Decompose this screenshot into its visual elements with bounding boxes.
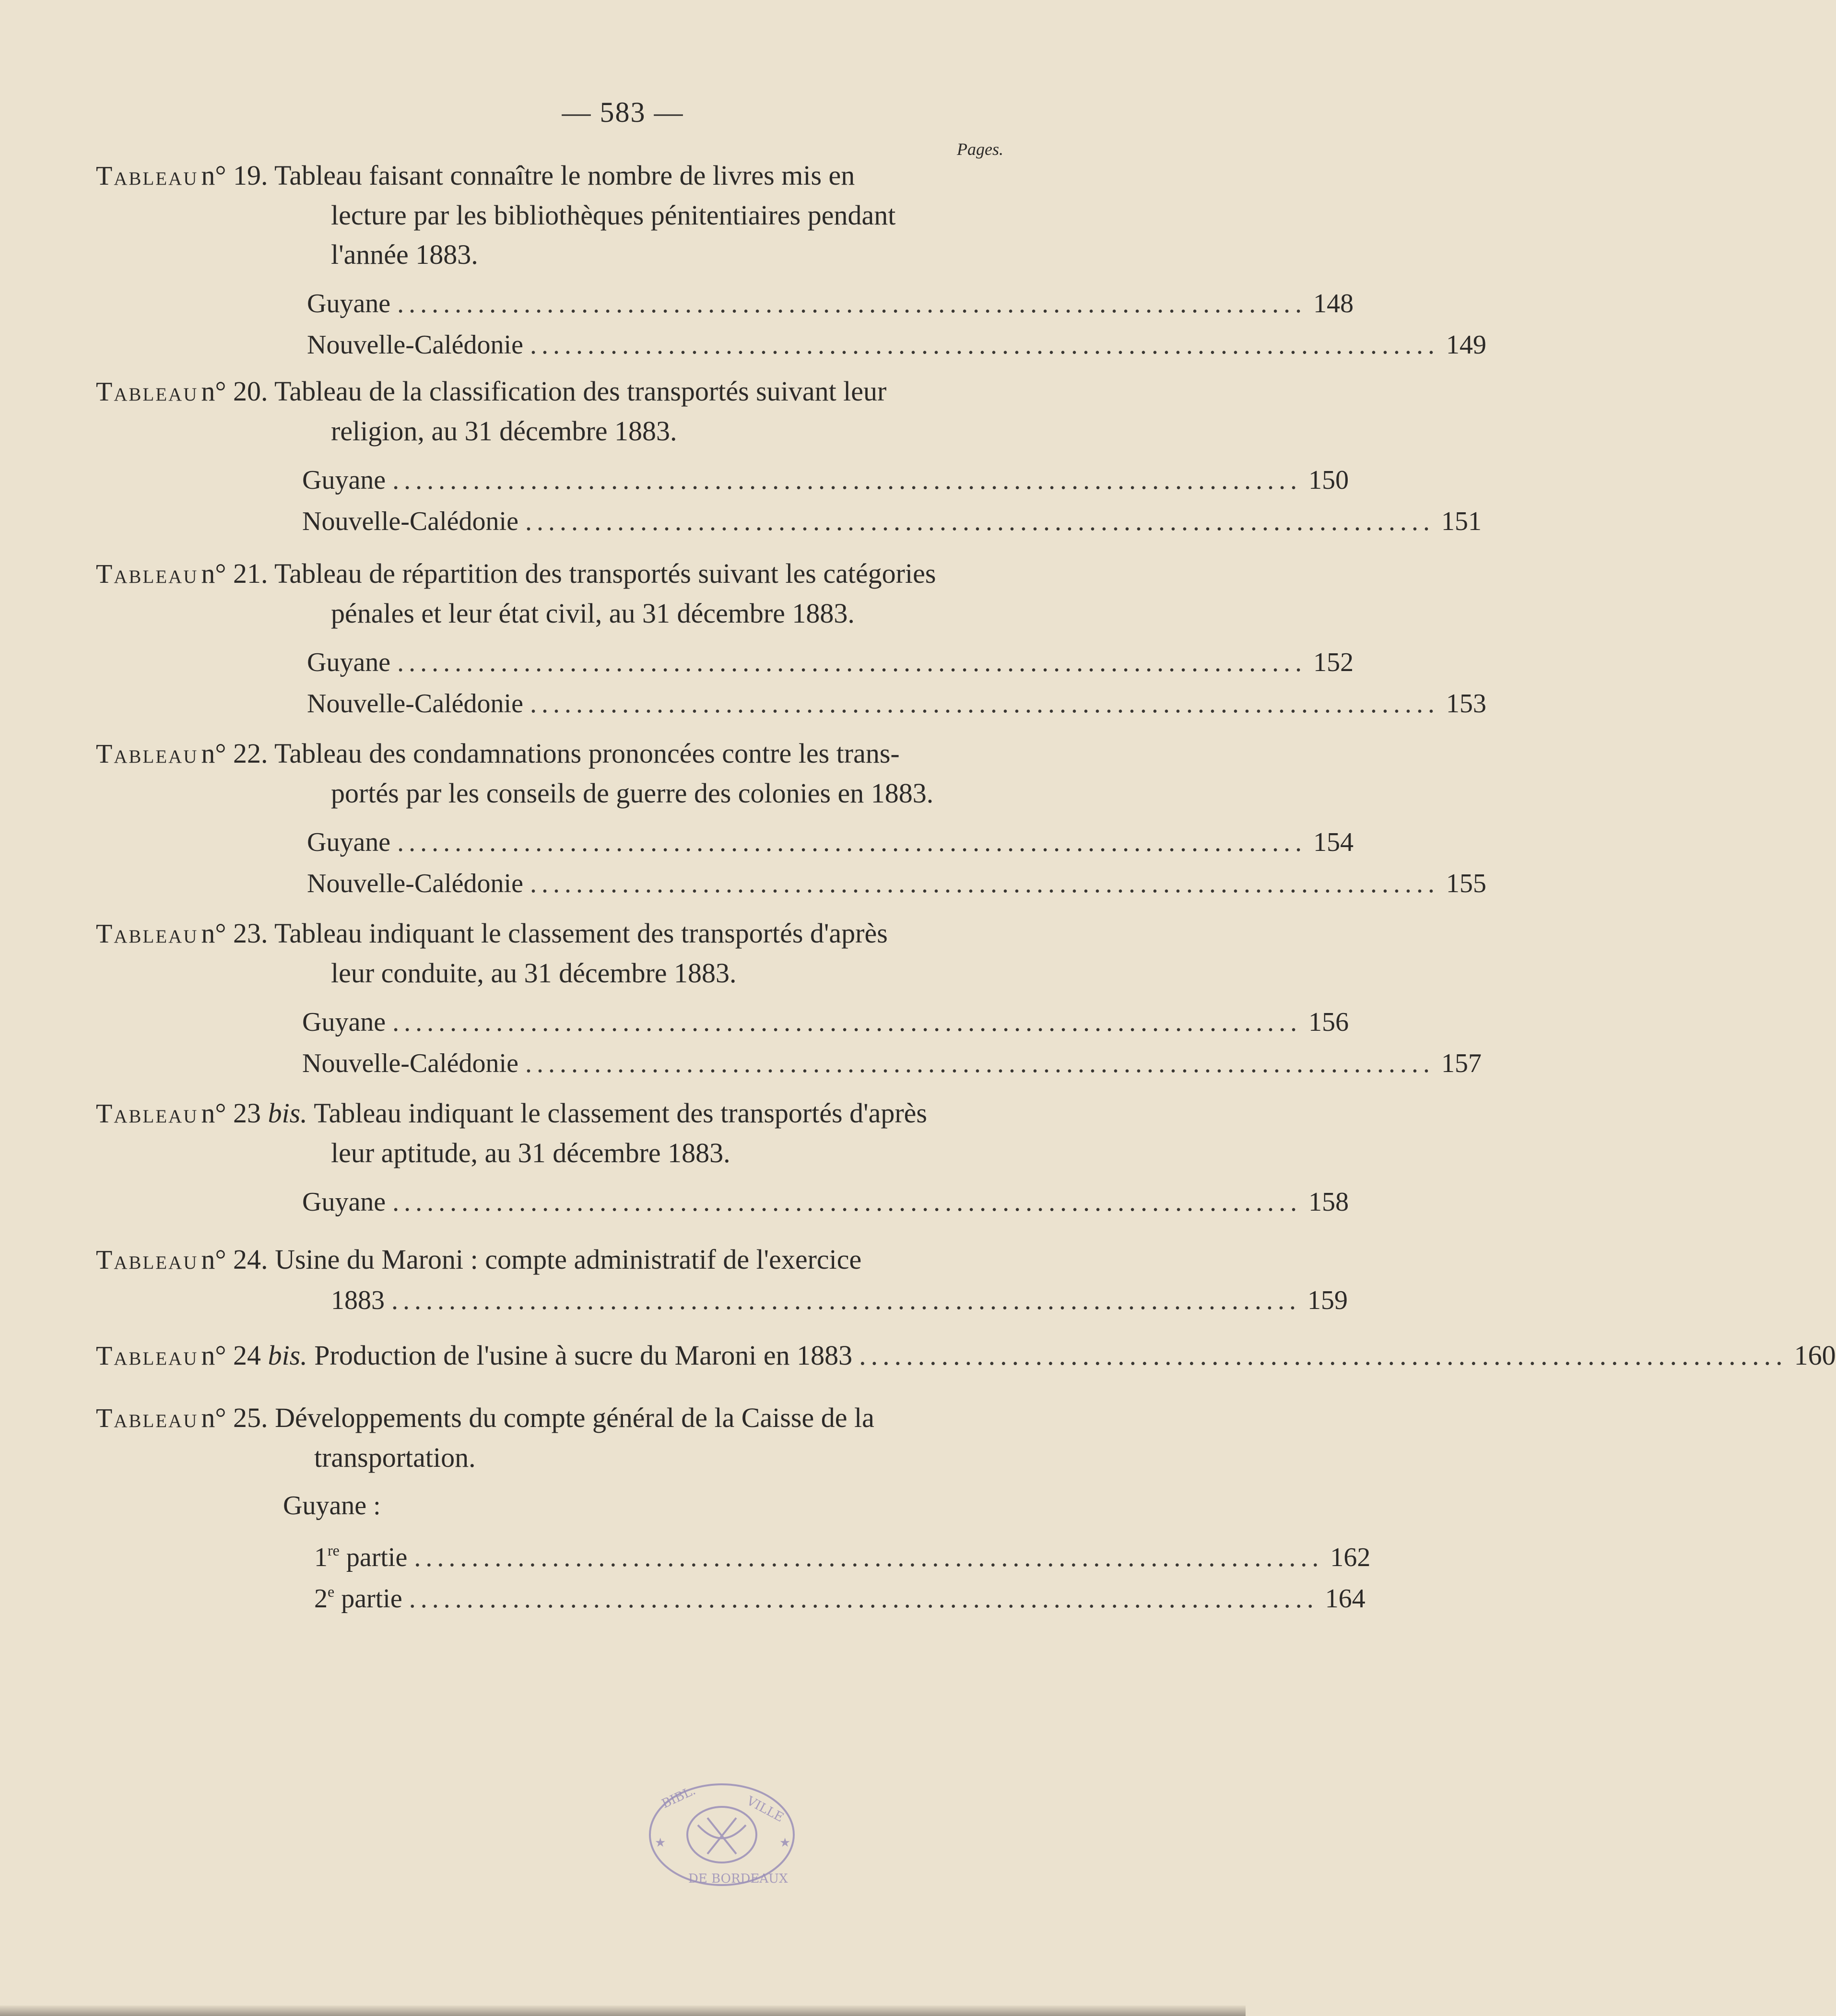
entry-heading xyxy=(96,1336,1836,1377)
row-page: 156 xyxy=(1308,1007,1349,1037)
row-page: 157 xyxy=(1441,1049,1482,1078)
row-label: Guyane xyxy=(302,465,386,495)
entry-rows xyxy=(96,642,1486,724)
dot-leader: ............................................................................... xyxy=(859,1340,1788,1371)
row-label: Nouvelle-Calédonie xyxy=(302,507,518,536)
entry-subheading: Guyane : xyxy=(283,1491,381,1521)
toc-row xyxy=(302,460,1349,501)
entry-tag: Tableau xyxy=(96,739,199,769)
entry-rows xyxy=(96,1181,1349,1223)
entry-title-line: Développements du compte général de la Caisse de la xyxy=(268,1402,874,1433)
entry-rows xyxy=(96,1002,1482,1084)
row-page: 164 xyxy=(1325,1584,1365,1614)
entry-number: n° 25. xyxy=(201,1402,268,1433)
entry-title-line: Usine du Maroni : compte administratif de l'exercice xyxy=(268,1244,862,1275)
svg-text:DE BORDEAUX: DE BORDEAUX xyxy=(688,1872,788,1886)
dot-leader: ............................................................................... xyxy=(397,648,1307,677)
dot-leader: ............................................................................... xyxy=(525,507,1435,536)
row-page: 155 xyxy=(1446,869,1486,898)
entry-title-line: Tableau de la classification des transportés suivant leur xyxy=(268,376,887,407)
entry-tag: Tableau xyxy=(96,559,199,589)
entry-number: n° 19. xyxy=(201,160,268,191)
row-page: 158 xyxy=(1308,1187,1349,1217)
entry-tag: Tableau xyxy=(96,919,199,949)
toc-entry-24 xyxy=(96,1240,1348,1321)
toc-row xyxy=(302,501,1482,542)
entry-title-line: leur aptitude, au 31 décembre 1883. xyxy=(331,1137,730,1168)
row-label: Guyane xyxy=(302,1187,386,1217)
dot-leader: ............................................................................... xyxy=(397,289,1307,318)
entry-number: n° 22. xyxy=(201,738,268,769)
row-page: 151 xyxy=(1441,507,1482,536)
entry-title-line: Tableau faisant connaître le nombre de livres mis en xyxy=(268,160,855,191)
row-page: 150 xyxy=(1308,465,1349,495)
dot-leader: ............................................................................... xyxy=(409,1584,1318,1614)
toc-row xyxy=(314,1578,1365,1619)
toc-entry-25 xyxy=(96,1398,1371,1619)
entry-title-line: Tableau indiquant le classement des transportés d'après xyxy=(268,918,888,949)
row-page: 152 xyxy=(1313,648,1354,677)
entry-tag: Tableau xyxy=(96,377,199,407)
svg-text:★: ★ xyxy=(779,1836,791,1850)
toc-row xyxy=(331,1280,1348,1321)
entry-number: n° 21. xyxy=(201,558,268,589)
entry-number: n° 20. xyxy=(201,376,268,407)
row-page: 154 xyxy=(1313,827,1354,857)
dot-leader: ............................................................................... xyxy=(391,1285,1301,1315)
row-label: 1re partie xyxy=(314,1542,408,1572)
entry-heading xyxy=(96,554,1002,633)
entry-title-line: Production de l'usine à sucre du Maroni en 1883 xyxy=(307,1340,853,1371)
entry-title-line: Tableau de répartition des transportés suivant les catégories xyxy=(268,558,936,589)
entry-title-line: Tableau des condamnations prononcées contre les trans- xyxy=(268,738,900,769)
entry-tag: Tableau xyxy=(96,1403,199,1433)
toc-entry-24-bis xyxy=(96,1336,1836,1377)
dot-leader: ............................................................................... xyxy=(392,1187,1302,1217)
entry-bis: bis. xyxy=(261,1097,307,1129)
toc-row xyxy=(307,283,1354,324)
toc-row xyxy=(314,1537,1371,1578)
entry-heading xyxy=(96,734,1002,813)
toc-entry-23 xyxy=(96,914,1482,1084)
entry-title-line: religion, au 31 décembre 1883. xyxy=(331,415,677,447)
entry-rows xyxy=(96,460,1482,542)
row-label: Nouvelle-Calédonie xyxy=(307,689,523,719)
entry-rows xyxy=(96,283,1486,365)
entry-number: n° 24. xyxy=(201,1244,268,1275)
row-label: Nouvelle-Calédonie xyxy=(307,330,523,360)
entry-heading xyxy=(96,372,1002,451)
dot-leader: ............................................................................... xyxy=(525,1049,1435,1078)
toc-entry-22 xyxy=(96,734,1486,904)
entry-title-line: leur conduite, au 31 décembre 1883. xyxy=(331,957,737,989)
entry-tag: Tableau xyxy=(96,1341,199,1371)
entry-heading xyxy=(96,156,1002,274)
row-page: 160 xyxy=(1794,1340,1836,1371)
dot-leader: ............................................................................... xyxy=(530,689,1439,719)
toc-entry-21 xyxy=(96,554,1486,724)
toc-row xyxy=(307,683,1486,724)
row-label: Nouvelle-Calédonie xyxy=(302,1049,518,1078)
entry-bis: bis. xyxy=(261,1340,307,1371)
row-label: Guyane xyxy=(307,289,391,318)
library-stamp xyxy=(636,1775,808,1895)
svg-text:★: ★ xyxy=(655,1836,666,1850)
entry-title-line: lecture par les bibliothèques pénitentiaires pendant xyxy=(331,200,896,231)
toc-row xyxy=(307,822,1354,863)
toc-row xyxy=(302,1043,1482,1084)
row-page: 148 xyxy=(1313,289,1354,318)
row-label: 2e partie xyxy=(314,1583,402,1614)
entry-rows xyxy=(96,1280,1348,1321)
entry-number: n° 24 xyxy=(201,1340,261,1371)
toc-row xyxy=(307,863,1486,904)
row-page: 149 xyxy=(1446,330,1486,360)
row-page: 153 xyxy=(1446,689,1486,719)
entry-title-line: l'année 1883. xyxy=(331,239,478,270)
entry-title-line: Tableau indiquant le classement des transportés d'après xyxy=(307,1097,927,1129)
row-label: Guyane xyxy=(307,648,391,677)
dot-leader: ............................................................................... xyxy=(392,465,1302,495)
entry-heading xyxy=(96,1094,1002,1173)
page-number: — 583 — xyxy=(562,96,684,128)
toc-row xyxy=(302,1181,1349,1223)
svg-text:BIBL.: BIBL. xyxy=(659,1783,698,1812)
dot-leader: ............................................................................... xyxy=(397,827,1307,857)
entry-tag: Tableau xyxy=(96,1099,199,1129)
dot-leader: ............................................................................... xyxy=(530,330,1439,360)
row-label: Guyane xyxy=(302,1007,386,1037)
entry-tag: Tableau xyxy=(96,161,199,191)
entry-number: n° 23. xyxy=(201,918,268,949)
entry-title-line: transportation. xyxy=(314,1442,476,1473)
svg-text:VILLE: VILLE xyxy=(744,1793,786,1825)
row-page: 162 xyxy=(1330,1543,1371,1572)
toc-entry-20 xyxy=(96,372,1482,542)
entry-title-line: portés par les conseils de guerre des colonies en 1883. xyxy=(331,778,934,809)
row-label: 1883 xyxy=(331,1285,385,1315)
entry-tag: Tableau xyxy=(96,1245,199,1275)
dot-leader: ............................................................................... xyxy=(414,1543,1324,1572)
row-page: 159 xyxy=(1307,1285,1348,1315)
entry-heading xyxy=(96,1398,1002,1477)
entry-rows xyxy=(96,1537,1371,1619)
toc-row xyxy=(307,324,1486,365)
row-label: Guyane xyxy=(307,827,391,857)
pages-column-label: Pages. xyxy=(957,140,1003,159)
dot-leader: ............................................................................... xyxy=(392,1007,1302,1037)
toc-row xyxy=(307,642,1354,683)
toc-row xyxy=(302,1002,1349,1043)
toc-entry-19 xyxy=(96,156,1486,365)
toc-entry-23-bis xyxy=(96,1094,1349,1223)
row-label: Nouvelle-Calédonie xyxy=(307,869,523,898)
entry-rows xyxy=(96,822,1486,904)
entry-title-line: pénales et leur état civil, au 31 décembre 1883. xyxy=(331,598,855,629)
entry-number: n° 23 xyxy=(201,1097,261,1129)
page-bottom-edge xyxy=(0,2005,1246,2016)
dot-leader: ............................................................................... xyxy=(530,869,1439,898)
entry-heading xyxy=(96,914,1002,993)
entry-heading xyxy=(96,1240,1002,1280)
